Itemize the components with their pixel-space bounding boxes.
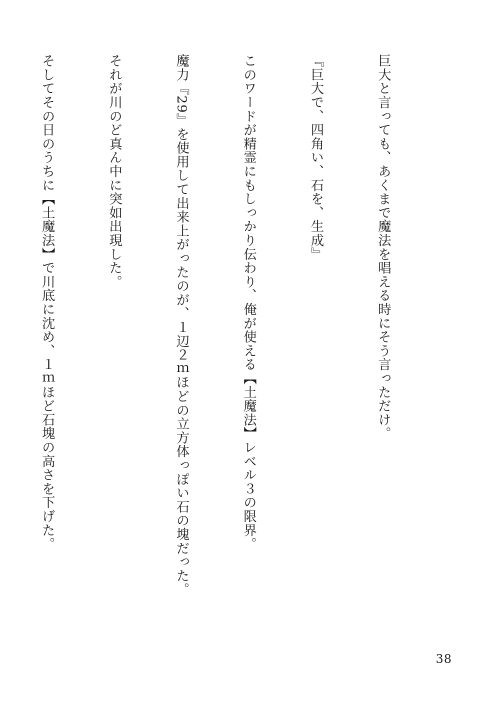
text-line: そしてその日のうちに【土魔法】で川底に沈め、１ｍほど石塊の高さを下げた。 (39, 54, 55, 551)
text-line: 『巨大で、四角い、石を、生成』 (307, 54, 323, 261)
vertical-text-block (0, 54, 438, 614)
text-line: 魔力『29』を使用して出来上がったのが、１辺２ｍほどの立方体っぽい石の塊だった。 (173, 54, 189, 597)
text-line: このワードが精霊にもしっかり伝わり、俺が使える【土魔法】レベル３の限界。 (240, 54, 256, 551)
text-line: 巨大と言っても、あくまで魔法を唱える時にそう言っただけ。 (375, 54, 391, 441)
page-number: 38 (435, 652, 452, 666)
text-line: それが川のど真ん中に突如出現した。 (106, 54, 122, 289)
